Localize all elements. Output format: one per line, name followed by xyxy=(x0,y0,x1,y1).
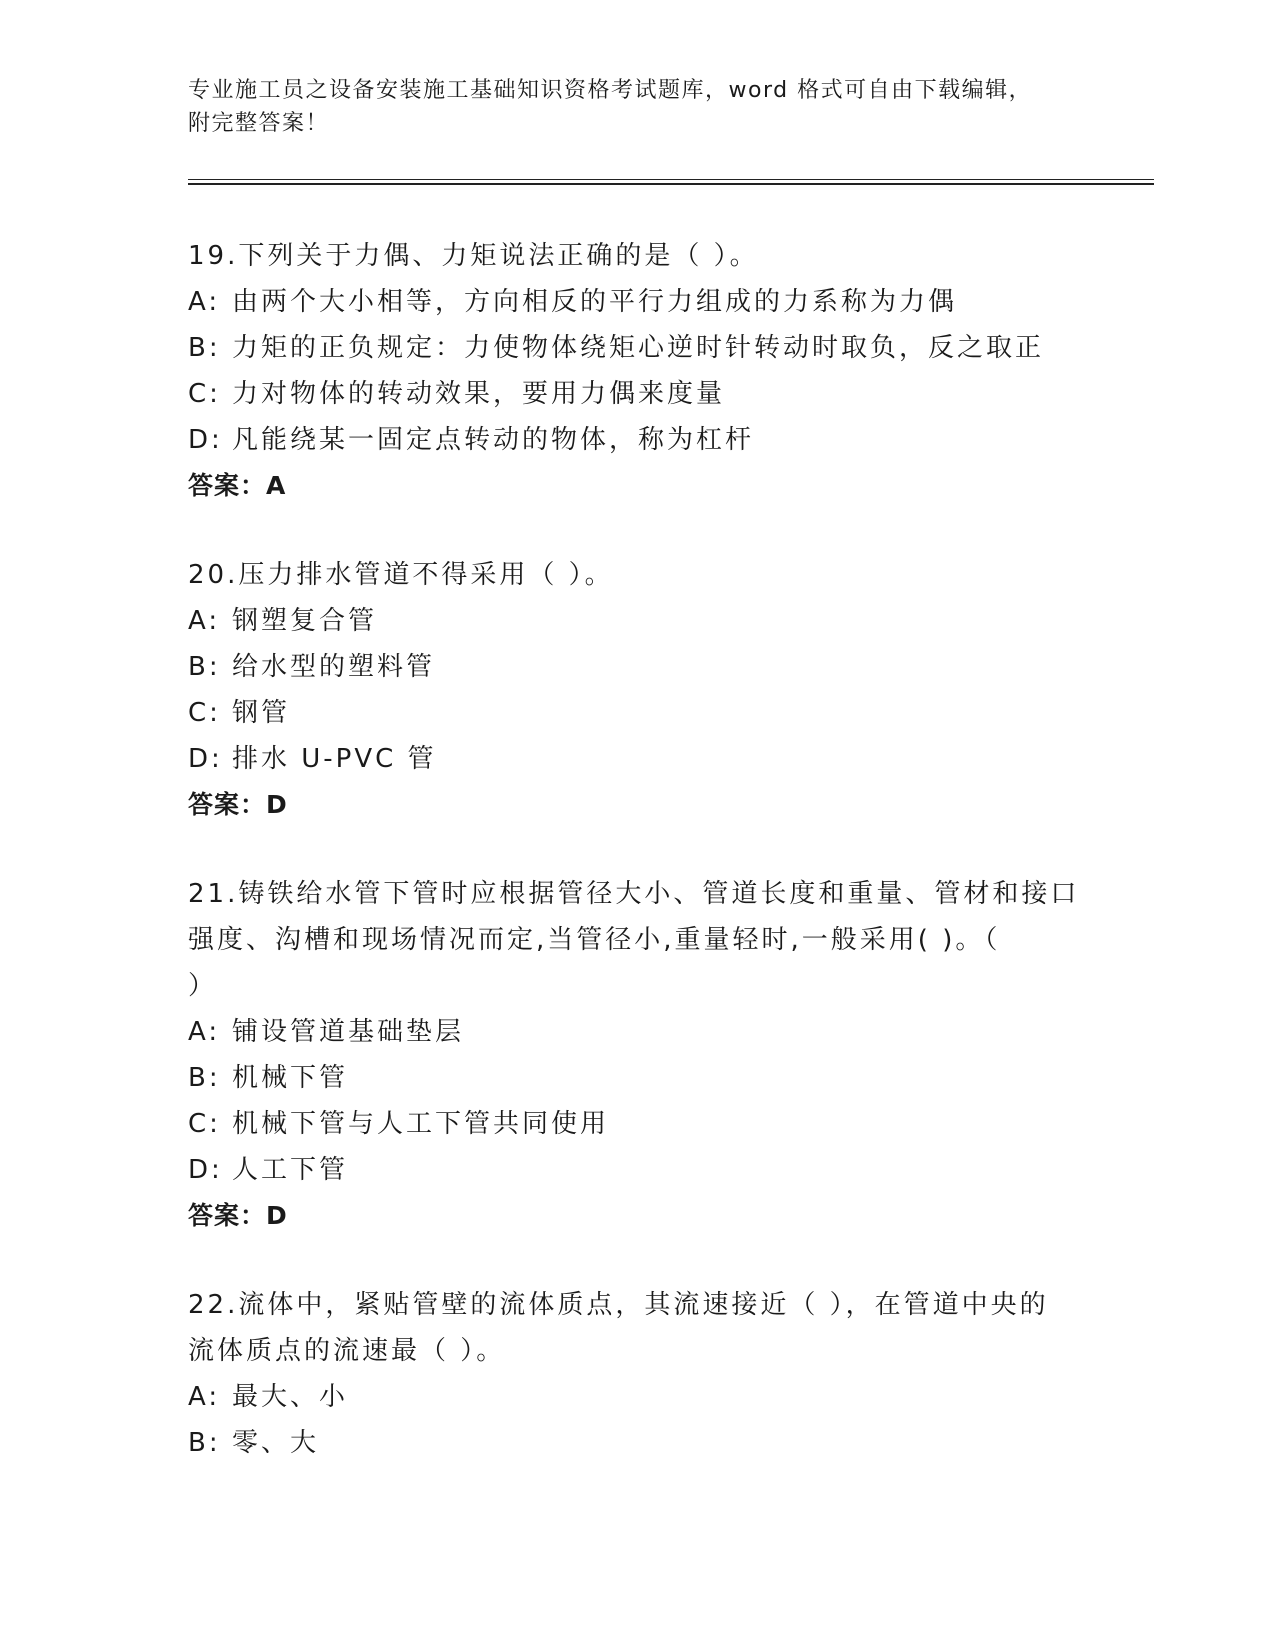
question-stem-line-3: ） xyxy=(188,971,218,1001)
option-a xyxy=(188,1009,1088,1055)
answer: 答案：D xyxy=(188,790,288,819)
option-key: C: xyxy=(188,1109,221,1139)
option-text: 排水 U-PVC 管 xyxy=(232,744,437,774)
option-text: 力矩的正负规定：力使物体绕矩心逆时针转动时取负，反之取正 xyxy=(232,333,1045,363)
header-divider-thick xyxy=(188,183,1154,185)
question-stem-line-1: 22.流体中，紧贴管壁的流体质点，其流速接近（ ），在管道中央的 xyxy=(188,1290,1049,1320)
option-text: 最大、小 xyxy=(232,1382,349,1412)
answer: 答案：A xyxy=(188,471,287,500)
option-d xyxy=(188,1147,1088,1193)
option-key: B: xyxy=(188,652,221,682)
option-text: 力对物体的转动效果，要用力偶来度量 xyxy=(232,379,726,409)
option-key: C: xyxy=(188,379,221,409)
option-d xyxy=(188,417,1088,463)
option-a xyxy=(188,279,1088,325)
option-key: A: xyxy=(188,1382,221,1412)
option-text: 凡能绕某一固定点转动的物体，称为杠杆 xyxy=(232,425,755,455)
option-text: 钢管 xyxy=(232,698,291,728)
option-text: 人工下管 xyxy=(232,1155,349,1185)
option-key: B: xyxy=(188,1063,221,1093)
question-stem: 20.压力排水管道不得采用（ ）。 xyxy=(188,560,614,590)
option-text: 由两个大小相等，方向相反的平行力组成的力系称为力偶 xyxy=(232,287,958,317)
question-stem-line-2: 流体质点的流速最（ ）。 xyxy=(188,1336,506,1366)
option-text: 铺设管道基础垫层 xyxy=(232,1017,465,1047)
option-b xyxy=(188,1055,1088,1101)
option-key: B: xyxy=(188,333,221,363)
option-key: A: xyxy=(188,606,221,636)
header-divider-thin xyxy=(188,179,1154,180)
header-line-2: 附完整答案！ xyxy=(188,111,330,136)
option-c xyxy=(188,371,1088,417)
header-line-1: 专业施工员之设备安装施工基础知识资格考试题库，word 格式可自由下载编辑， xyxy=(188,78,1033,103)
option-c xyxy=(188,1101,1088,1147)
option-text: 机械下管 xyxy=(232,1063,349,1093)
question-stem: 19.下列关于力偶、力矩说法正确的是（ ）。 xyxy=(188,241,759,271)
question-22 xyxy=(188,1282,1088,1466)
question-stem-line-1: 21.铸铁给水管下管时应根据管径大小、管道长度和重量、管材和接口 xyxy=(188,879,1080,909)
option-a xyxy=(188,1374,1088,1420)
option-key: D: xyxy=(188,744,223,774)
answer: 答案：D xyxy=(188,1201,288,1230)
question-21 xyxy=(188,871,1088,1239)
option-text: 钢塑复合管 xyxy=(232,606,378,636)
question-20 xyxy=(188,552,1088,828)
option-key: A: xyxy=(188,287,221,317)
option-key: D: xyxy=(188,425,223,455)
option-key: B: xyxy=(188,1428,221,1458)
option-key: D: xyxy=(188,1155,223,1185)
option-key: C: xyxy=(188,698,221,728)
option-b xyxy=(188,1420,1088,1466)
option-text: 零、大 xyxy=(232,1428,320,1458)
option-a xyxy=(188,598,1088,644)
option-b xyxy=(188,325,1088,371)
option-text: 给水型的塑料管 xyxy=(232,652,436,682)
document-header xyxy=(188,74,1088,140)
option-b xyxy=(188,644,1088,690)
question-19 xyxy=(188,233,1088,509)
option-text: 机械下管与人工下管共同使用 xyxy=(232,1109,610,1139)
question-stem-line-2: 强度、沟槽和现场情况而定,当管径小,重量轻时,一般采用( )。（ xyxy=(188,925,1001,955)
option-key: A: xyxy=(188,1017,221,1047)
option-c xyxy=(188,690,1088,736)
option-d xyxy=(188,736,1088,782)
